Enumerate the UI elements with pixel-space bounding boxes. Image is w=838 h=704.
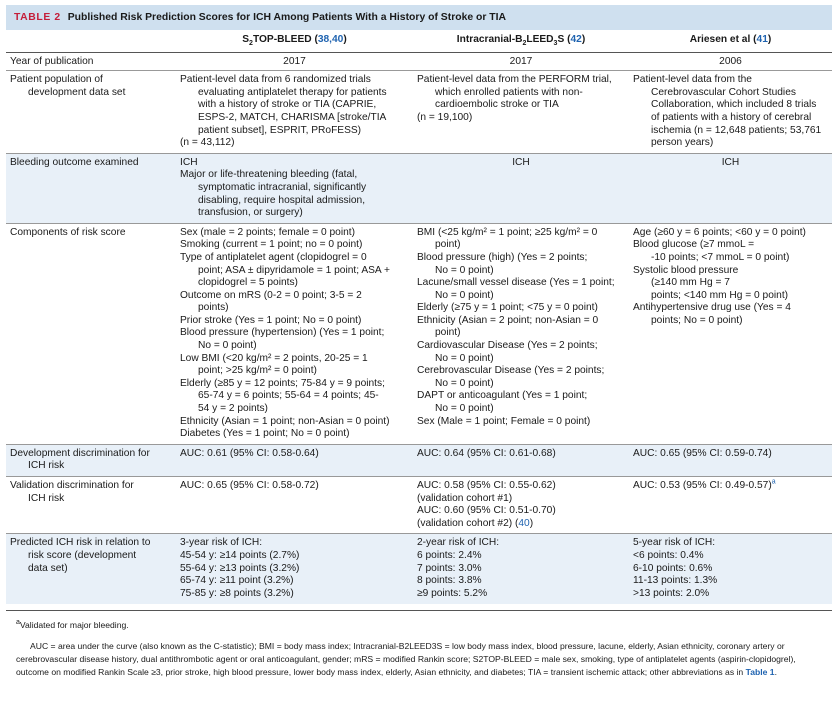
component-item: Blood pressure (hypertension) (Yes = 1 point;: [180, 327, 385, 339]
table-label: TABLE 2: [14, 12, 61, 23]
cell: ICH: [413, 153, 629, 223]
component-item: Type of antiplatelet agent (clopidogrel = 0: [180, 251, 367, 263]
header-intracranial-b2leed3s: Intracranial-$B_2LEED_3S$ (42): [413, 30, 629, 52]
component-item-cont: points; No = 0 point): [651, 314, 743, 326]
table-title-bar: [6, 5, 832, 30]
table-1-link[interactable]: Table 1: [745, 666, 775, 677]
cell-components-ariesen: [629, 223, 832, 444]
component-item: Cerebrovascular Disease (Yes = 2 points;: [417, 365, 605, 377]
row-label: Validation discrimination for ICH risk: [6, 477, 176, 534]
component-item-cont: point): [435, 327, 461, 339]
component-item: Systolic blood pressure: [633, 264, 739, 276]
component-item: Cardiovascular Disease (Yes = 2 points;: [417, 340, 598, 352]
row-label: Year of publication: [6, 52, 176, 71]
cell: 2006: [629, 52, 832, 71]
footnote-abbreviations: AUC = area under the curve (also known as the C-statistic); BMI = body mass index; Intracranial-B2LEED3S = low body mass index, blood pressure, lacune, elderly, Asian ethnicity, coronary artery or cerebrovascular disease history, dual antithrombotic agent or oral anticoagulant, gender; mRS = modified Rankin score; S2TOP-BLEED = male sex, smoking, type of antiplatelet agents (aspirin-clopidogrel), outcome on modified Rankin Scale ≥3, prior stroke, high blood pressure, lower body mass index, elderly, Asian ethnicity, and diabetes; TIA = transient ischemic attack; other abbreviations as in Table 1.: [16, 641, 796, 677]
component-item-cont: No = 0 point): [198, 340, 257, 352]
header-ariesen: Ariesen et al (41): [629, 30, 832, 52]
component-item-cont: No = 0 point): [435, 289, 494, 301]
cell-components-s2top: [176, 223, 413, 444]
component-item: Ethnicity (Asian = 1 point; non-Asian = 0 point): [180, 415, 390, 427]
component-item: Ethnicity (Asian = 2 point; non-Asian = 0: [417, 314, 599, 326]
component-item-cont: No = 0 point): [435, 352, 494, 364]
cell: 3-year risk of ICH: 45-54 y: ≥14 points (2.7%) 55-64 y: ≥13 points (3.2%) 65-74 y: ≥11 point (3.2%) 75-85 y: ≥8 points (3.2%): [176, 534, 413, 604]
row-label: Bleeding outcome examined: [6, 153, 176, 223]
cell: Patient-level data from the Cerebrovascular Cohort Studies Collaboration, which included 8 trials of patients with a history of cerebral ischemia (n = 12,648 patients; 53,761 person years): [629, 71, 832, 154]
cell: ICH Major or life-threatening bleeding (fatal, symptomatic intracranial, significantly disabling, require hospital admission, transfusion, or surgery): [176, 153, 413, 223]
component-item-cont: clopidogrel = 5 points): [198, 277, 298, 289]
table-title: Published Risk Prediction Scores for ICH Among Patients With a History of Stroke or TIA: [67, 12, 507, 23]
footnote-marker[interactable]: a: [771, 478, 776, 486]
component-item-cont: 65-74 y = 6 points; 55-64 = 4 points; 45-: [198, 390, 379, 402]
row-bleeding-outcome: [6, 153, 832, 223]
cell: AUC: 0.61 (95% CI: 0.58-0.64): [176, 444, 413, 476]
cell: 2017: [413, 52, 629, 71]
component-item-cont: (≥140 mm Hg = 7: [651, 277, 730, 289]
component-item: Sex (Male = 1 point; Female = 0 point): [417, 415, 591, 427]
component-item-cont: No = 0 point): [435, 264, 494, 276]
header-row: [6, 30, 832, 52]
reference-link[interactable]: 41: [756, 34, 768, 45]
row-predicted-risk: [6, 534, 832, 604]
component-item: Blood glucose (≥7 mmoL =: [633, 239, 755, 251]
component-item-cont: point): [435, 239, 461, 251]
component-item: Prior stroke (Yes = 1 point; No = 0 point): [180, 314, 362, 326]
cell: AUC: 0.58 (95% CI: 0.55-0.62) (validation cohort #1) AUC: 0.60 (95% CI: 0.51-0.70) (validation cohort #2) (40): [413, 477, 629, 534]
cell: 2-year risk of ICH: 6 points: 2.4% 7 points: 3.0% 8 points: 3.8% ≥9 points: 5.2%: [413, 534, 629, 604]
cell: AUC: 0.64 (95% CI: 0.61-0.68): [413, 444, 629, 476]
component-item: Diabetes (Yes = 1 point; No = 0 point): [180, 428, 350, 440]
cell-components-b2leed3s: [413, 223, 629, 444]
row-development-discrimination: [6, 444, 832, 476]
component-item: Elderly (≥85 y = 12 points; 75-84 y = 9 points;: [180, 377, 385, 389]
row-components: [6, 223, 832, 444]
component-item: Smoking (current = 1 point; no = 0 point): [180, 239, 363, 251]
reference-link[interactable]: 42: [570, 34, 582, 45]
cell: Patient-level data from the PERFORM trial, which enrolled patients with non- cardioembolic stroke or TIA (n = 19,100): [413, 71, 629, 154]
row-population: [6, 71, 832, 154]
cell: ICH: [629, 153, 832, 223]
row-validation-discrimination: [6, 477, 832, 534]
header-s2top-bleed: $S_2TOP$-BLEED (38,40): [176, 30, 413, 52]
component-item-cont: points; <140 mm Hg = 0 point): [651, 289, 789, 301]
component-item: Low BMI (<20 kg/m² = 2 points, 20-25 = 1: [180, 352, 368, 364]
component-item-cont: No = 0 point): [435, 377, 494, 389]
component-item: Blood pressure (high) (Yes = 2 points;: [417, 251, 588, 263]
component-item: BMI (<25 kg/m² = 1 point; ≥25 kg/m² = 0: [417, 226, 598, 238]
component-item: Lacune/small vessel disease (Yes = 1 point;: [417, 277, 615, 289]
row-label: Predicted ICH risk in relation to risk score (development data set): [6, 534, 176, 604]
cell: 2017: [176, 52, 413, 71]
cell: Patient-level data from 6 randomized trials evaluating antiplatelet therapy for patients with a history of stroke or TIA (CAPRIE, ESPS-2, MATCH, CHARISMA [stroke/TIA patient subset], ESPRIT, PRoFESS) (n = 43,112): [176, 71, 413, 154]
footnote-a: $^a$Validated for major bleeding.: [16, 619, 129, 631]
component-item-cont: -10 points; <7 mmoL = 0 point): [651, 251, 790, 263]
component-item-cont: point; ASA ± dipyridamole = 1 point; ASA +: [198, 264, 390, 276]
header-empty: [6, 30, 176, 52]
component-item-cont: No = 0 point): [435, 403, 494, 415]
component-item: Age (≥60 y = 6 points; <60 y = 0 point): [633, 226, 806, 238]
table-footnotes: [6, 611, 832, 678]
row-label: Components of risk score: [6, 223, 176, 444]
component-item-cont: points): [198, 302, 229, 314]
cell: AUC: 0.65 (95% CI: 0.58-0.72): [176, 477, 413, 534]
risk-score-table: [6, 30, 832, 604]
component-item: Outcome on mRS (0-2 = 0 point; 3-5 = 2: [180, 289, 362, 301]
row-year: [6, 52, 832, 71]
component-item: DAPT or anticoagulant (Yes = 1 point;: [417, 390, 588, 402]
component-item: Antihypertensive drug use (Yes = 4: [633, 302, 791, 314]
component-item: Sex (male = 2 points; female = 0 point): [180, 226, 355, 238]
reference-link[interactable]: 40: [518, 517, 530, 529]
reference-link[interactable]: 38,40: [317, 34, 344, 45]
row-label: Development discrimination for ICH risk: [6, 444, 176, 476]
cell: AUC: 0.65 (95% CI: 0.59-0.74): [629, 444, 832, 476]
cell: AUC: 0.53 (95% CI: 0.49-0.57)$^a$: [629, 477, 832, 534]
row-label: Patient population of development data set: [6, 71, 176, 154]
component-item-cont: 54 y = 2 points): [198, 403, 268, 415]
cell: 5-year risk of ICH: <6 points: 0.4% 6-10 points: 0.6% 11-13 points: 1.3% >13 points: 2.0%: [629, 534, 832, 604]
component-item: Elderly (≥75 y = 1 point; <75 y = 0 point): [417, 302, 598, 314]
component-item-cont: point; >25 kg/m² = 0 point): [198, 365, 317, 377]
